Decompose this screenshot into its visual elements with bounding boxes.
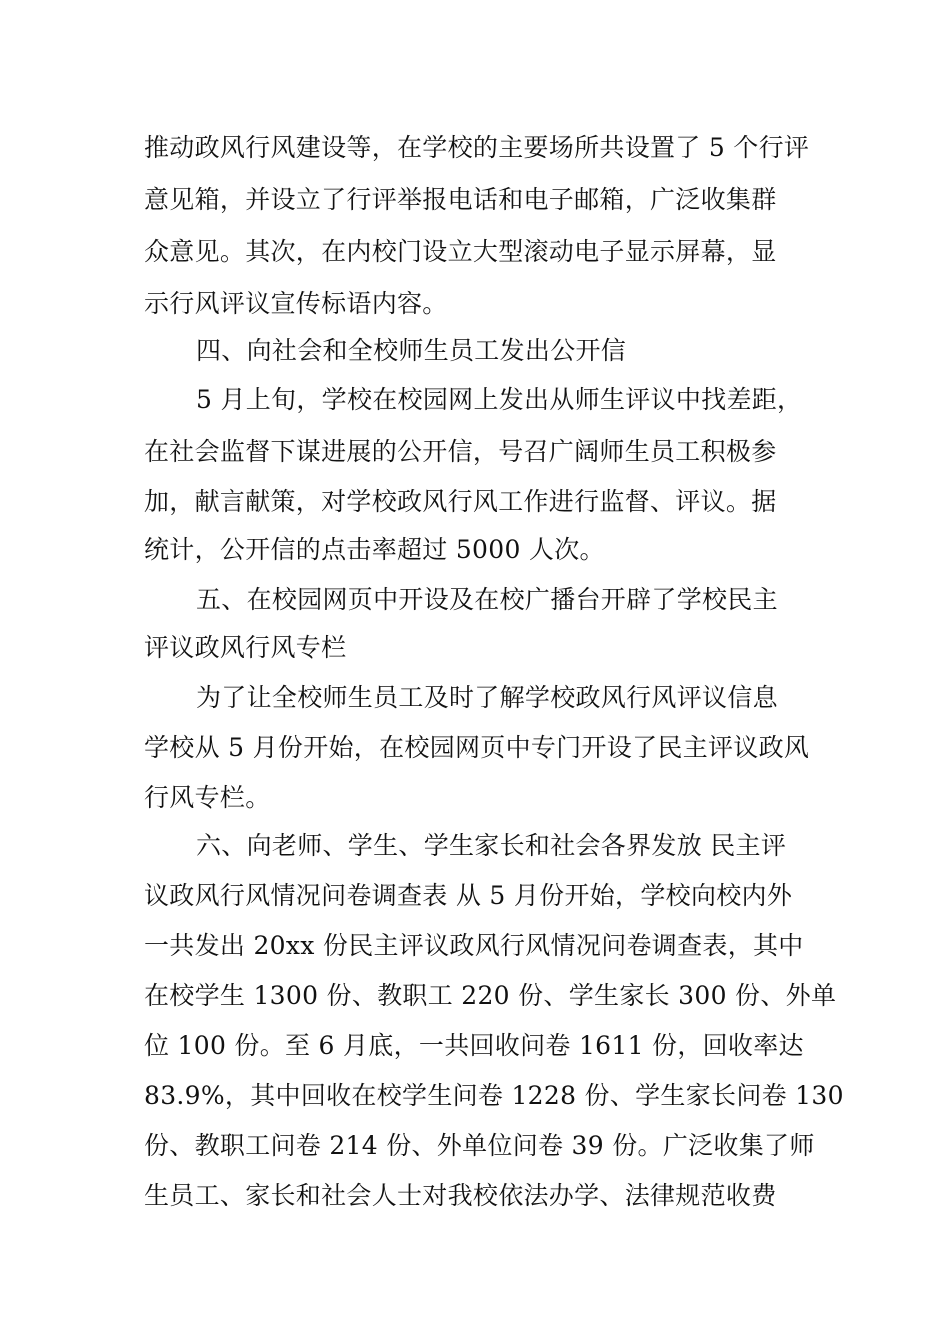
text-line: 在校学生 1300 份、教职工 220 份、学生家长 300 份、外单	[144, 981, 837, 1010]
section-heading: 四、向社会和全校师生员工发出公开信	[196, 336, 627, 365]
text-line: 示行风评议宣传标语内容。	[144, 289, 448, 318]
section-heading: 六、向老师、学生、学生家长和社会各界发放 民主评	[196, 831, 787, 860]
text-line: 在社会监督下谋进展的公开信，号召广阔师生员工积极参	[144, 437, 777, 466]
text-line: 众意见。其次，在内校门设立大型滚动电子显示屏幕，显	[144, 237, 777, 266]
text-line: 生员工、家长和社会人士对我校依法办学、法律规范收费	[144, 1181, 777, 1210]
section-heading-continuation: 评议政风行风专栏	[144, 633, 347, 662]
text-line: 位 100 份。至 6 月底，一共回收问卷 1611 份，回收率达	[144, 1031, 804, 1060]
text-line: 行风专栏。	[144, 783, 271, 812]
text-line: 份、教职工问卷 214 份、外单位问卷 39 份。广泛收集了师	[144, 1131, 815, 1160]
text-line: 推动政风行风建设等，在学校的主要场所共设置了 5 个行评	[144, 133, 810, 162]
text-line: 为了让全校师生员工及时了解学校政风行风评议信息	[196, 683, 778, 712]
text-line: 5 月上旬，学校在校园网上发出从师生评议中找差距，	[196, 385, 803, 414]
section-heading: 五、在校园网页中开设及在校广播台开辟了学校民主	[196, 585, 778, 614]
text-line: 一共发出 20xx 份民主评议政风行风情况问卷调查表，其中	[144, 931, 804, 960]
text-line: 83.9%，其中回收在校学生问卷 1228 份、学生家长问卷 130	[144, 1081, 844, 1110]
text-line: 加，献言献策，对学校政风行风工作进行监督、评议。据	[144, 487, 777, 516]
text-line: 意见箱，并设立了行评举报电话和电子邮箱，广泛收集群	[144, 185, 777, 214]
text-line: 统计，公开信的点击率超过 5000 人次。	[144, 535, 605, 564]
text-line: 议政风行风情况问卷调查表 从 5 月份开始，学校向校内外	[144, 881, 793, 910]
text-line: 学校从 5 月份开始，在校园网页中专门开设了民主评议政风	[144, 733, 810, 762]
